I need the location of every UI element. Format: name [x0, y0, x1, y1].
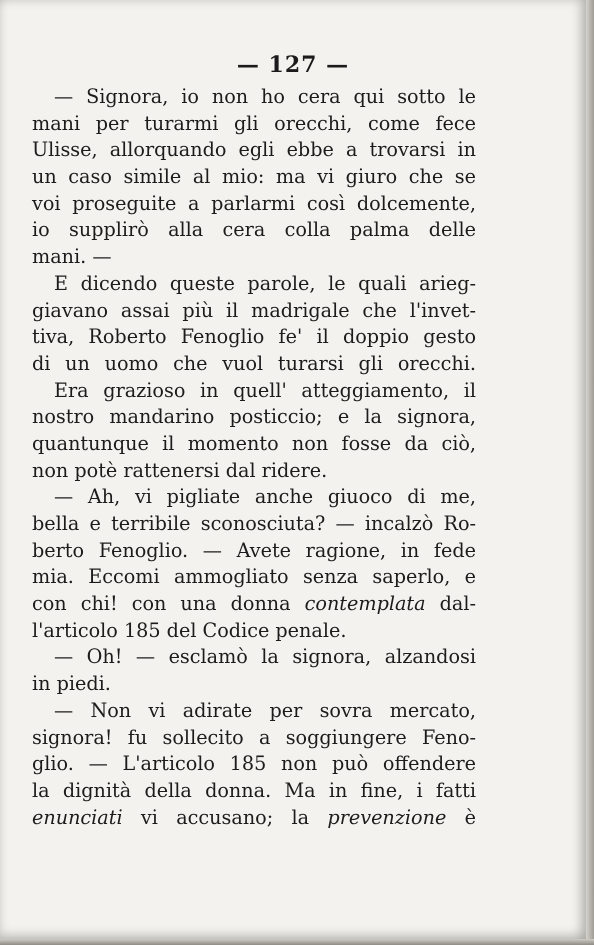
text-line: l'articolo 185 del Codice penale.: [32, 618, 347, 642]
text-line: la dignità della donna. Ma in fine, i fatti: [32, 778, 476, 802]
text-line: in piedi.: [32, 672, 111, 696]
text-line: — Oh! — esclamò la signora, alzandosi: [54, 645, 476, 669]
text-line: E dicendo queste parole, le quali arieg-: [54, 271, 476, 295]
text-line: io supplirò alla cera colla palma delle: [32, 218, 476, 242]
page-number: — 127 —: [236, 52, 350, 78]
text-line: mani per turarmi gli orecchi, come fece: [32, 111, 476, 135]
text-run: vi accusano; la: [122, 805, 328, 829]
text-line: di un uomo che vuol turarsi gli orecchi.: [32, 351, 476, 375]
text-line: giavano assai più il madrigale che l'invet-: [32, 298, 476, 322]
text-line: mia. Eccomi ammogliato senza saperlo, e: [32, 565, 476, 589]
text-line: — Signora, io non ho cera qui sotto le: [54, 85, 476, 108]
text-line: bella e terribile sconosciuta? — incalzò Ro-: [32, 512, 476, 535]
text-line: un caso simile al mio: ma vi giuro che se: [32, 165, 476, 189]
page-edge: [586, 0, 594, 945]
text-line: [32, 805, 476, 832]
text-run: dal-: [425, 592, 476, 616]
text-run: con chi! con una donna: [32, 592, 305, 616]
text-line: non potè rattenersi dal ridere.: [32, 458, 328, 482]
text-line: quantunque il momento non fosse da ciò,: [32, 431, 476, 455]
text-line: glio. — L'articolo 185 non può offendere: [32, 752, 476, 776]
text-line: — Ah, vi pigliate anche giuoco di me,: [54, 485, 476, 509]
text-line: — Non vi adirate per sovra mercato,: [54, 698, 476, 722]
italic-text: enunciati: [32, 805, 123, 829]
text-line: [32, 591, 476, 618]
text-line: nostro mandarino posticcio; e la signora,: [32, 405, 476, 429]
text-line: signora! fu sollecito a soggiungere Feno-: [32, 725, 476, 749]
text-line: voi proseguite a parlarmi così dolcemente,: [32, 191, 476, 215]
text-run: è: [446, 805, 476, 829]
body-text: [32, 84, 476, 831]
text-line: berto Fenoglio. — Avete ragione, in fede: [32, 538, 476, 562]
page-bottom-edge: [0, 939, 594, 945]
italic-text: prevenzione: [327, 805, 447, 829]
text-line: tiva, Roberto Fenoglio fe' il doppio gesto: [32, 325, 476, 349]
italic-text: contemplata: [304, 592, 426, 616]
text-line: mani. —: [32, 245, 112, 269]
text-line: Ulisse, allorquando egli ebbe a trovarsi in: [32, 138, 476, 162]
text-line: Era grazioso in quell' atteggiamento, il: [54, 378, 476, 402]
